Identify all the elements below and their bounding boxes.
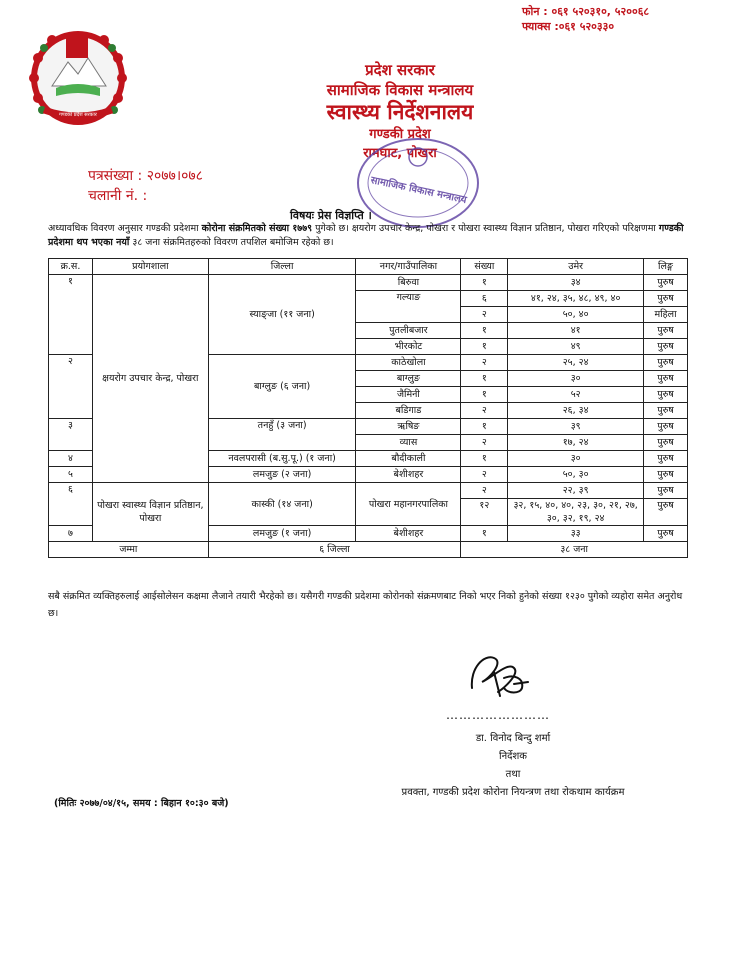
intro-bold-new: गण्डकी प्रदेशमा थप भएका नयाँ <box>48 223 684 248</box>
table-row <box>49 275 688 291</box>
district-cell: स्याङ्जा (११ जना) <box>208 275 356 355</box>
count-cell: १ <box>461 275 508 291</box>
header-municipality: नगर/गाउँपालिका <box>356 259 461 275</box>
reference-block <box>88 166 203 206</box>
gender-cell: पुरुष <box>644 291 688 307</box>
age-cell: ३४ <box>508 275 644 291</box>
age-cell: ५०, ३० <box>508 467 644 483</box>
count-cell: १ <box>461 371 508 387</box>
government-emblem-logo <box>22 28 134 128</box>
gender-cell: पुरुष <box>644 355 688 371</box>
municipality-cell: ऋषिङ <box>356 419 461 435</box>
age-cell: २६, ३४ <box>508 403 644 419</box>
age-cell: ३९ <box>508 419 644 435</box>
intro-text-3: ३८ जना संक्रमितहरुको विवरण तपशिल बमोजिम रहेको छ। <box>129 237 334 248</box>
letterhead-government: प्रदेश सरकार <box>365 61 435 79</box>
municipality-cell: बेशीशहर <box>356 526 461 542</box>
table-row <box>49 483 688 499</box>
municipality-cell: बडिगाड <box>356 403 461 419</box>
municipality-cell: बौदीकाली <box>356 451 461 467</box>
district-cell: तनहुँ (३ जना) <box>208 419 356 451</box>
contact-info <box>522 4 649 34</box>
serial-cell: २ <box>49 355 93 419</box>
letterhead-province: गण्डकी प्रदेश <box>369 127 431 142</box>
signer-and: तथा <box>505 769 521 780</box>
age-cell: ३० <box>508 371 644 387</box>
age-cell: २२, ३९ <box>508 483 644 499</box>
intro-text-2: पुगेको छ। क्षयरोग उपचार केन्द्र, पोखरा र पोखरा स्वास्थ्य विज्ञान प्रतिष्ठान, पोखरा गरिएको परिक्षणमा <box>312 223 659 234</box>
count-cell: १ <box>461 387 508 403</box>
age-cell: ४१, २४, ३५, ४८, ४९, ४० <box>508 291 644 307</box>
district-cell: लमजुङ (१ जना) <box>208 526 356 542</box>
header-district: जिल्ला <box>208 259 356 275</box>
district-cell: नवलपरासी (ब.सु.पू.) (१ जना) <box>208 451 356 467</box>
municipality-cell: बेशीशहर <box>356 467 461 483</box>
header-gender: लिङ्ग <box>644 259 688 275</box>
age-cell: ३२, १५, ४०, ४०, २३, ३०, २१, २७, ३०, ३२, १९, २४ <box>508 499 644 526</box>
header-serial: क्र.स. <box>49 259 93 275</box>
count-cell: २ <box>461 467 508 483</box>
signer-title: निर्देशक <box>499 751 527 762</box>
municipality-cell: पुतलीबजार <box>356 323 461 339</box>
gender-cell: पुरुष <box>644 435 688 451</box>
intro-text-1: अध्यावधिक विवरण अनुसार गण्डकी प्रदेशमा <box>48 223 202 234</box>
municipality-cell: गल्याङ <box>356 291 461 323</box>
gender-cell: पुरुष <box>644 339 688 355</box>
header-count: संख्या <box>461 259 508 275</box>
count-cell: ६ <box>461 291 508 307</box>
date-time: (मितिः २०७७/०४/१५, समय : बिहान १०:३० बजे) <box>54 798 229 809</box>
signer-role: प्रवक्ता, गण्डकी प्रदेश कोरोना नियन्त्रण तथा रोकथाम कार्यक्रम <box>401 787 625 798</box>
serial-cell: ६ <box>49 483 93 526</box>
gender-cell: पुरुष <box>644 403 688 419</box>
serial-cell: ५ <box>49 467 93 483</box>
age-cell: ५०, ४० <box>508 307 644 323</box>
age-cell: ३३ <box>508 526 644 542</box>
header-lab: प्रयोगशाला <box>92 259 208 275</box>
gender-cell: महिला <box>644 307 688 323</box>
lab-cell: पोखरा स्वास्थ्य विज्ञान प्रतिष्ठान, पोखरा <box>92 483 208 542</box>
age-cell: ४१ <box>508 323 644 339</box>
gender-cell: पुरुष <box>644 323 688 339</box>
emblem-motto: गण्डकी प्रदेश सरकार <box>59 112 97 118</box>
total-districts: ६ जिल्ला <box>208 542 461 558</box>
stamp-text: सामाजिक विकास मन्त्रालय <box>369 175 468 207</box>
gender-cell: पुरुष <box>644 483 688 499</box>
count-cell: २ <box>461 355 508 371</box>
age-cell: ३० <box>508 451 644 467</box>
gender-cell: पुरुष <box>644 371 688 387</box>
gender-cell: पुरुष <box>644 387 688 403</box>
closing-paragraph: सबै संक्रमित व्यक्तिहरुलाई आईसोलेसन कक्षमा लैजाने तयारी भैरहेको छ। यसैगरी गण्डकी प्रदेशमा कोरोनको संक्रमणबाट निको भएर निको हुनेको संख्या १२३० पुगेको व्यहोरा समेत अनुरोध छ। <box>48 591 683 619</box>
intro-bold-total: कोरोना संक्रमितको संख्या १७७९ <box>201 223 313 234</box>
signer-name: डा. विनोद बिन्दु शर्मा <box>475 733 551 744</box>
gender-cell: पुरुष <box>644 467 688 483</box>
count-cell: १ <box>461 526 508 542</box>
serial-cell: १ <box>49 275 93 355</box>
gender-cell: पुरुष <box>644 526 688 542</box>
municipality-cell: बिरुवा <box>356 275 461 291</box>
case-details-table <box>48 258 688 558</box>
age-cell: २५, २४ <box>508 355 644 371</box>
count-cell: १ <box>461 451 508 467</box>
header-age: उमेर <box>508 259 644 275</box>
signature-line: …………………… <box>446 708 550 722</box>
municipality-cell: भीरकोट <box>356 339 461 355</box>
letterhead-ministry: सामाजिक विकास मन्त्रालय <box>326 81 474 99</box>
table-total-row <box>49 542 688 558</box>
fax-number: फ्याक्स :०६१ ५२०३३० <box>522 20 615 33</box>
district-cell: बाग्लुङ (६ जना) <box>208 355 356 419</box>
phone-number: फोन : ०६१ ५२०३१०, ५२००६८ <box>522 5 650 18</box>
municipality-cell: जैमिनी <box>356 387 461 403</box>
count-cell: १ <box>461 419 508 435</box>
letterhead-directorate: स्वास्थ्य निर्देशनालय <box>326 100 474 124</box>
count-cell: १ <box>461 323 508 339</box>
district-cell: लमजुङ (२ जना) <box>208 467 356 483</box>
gender-cell: पुरुष <box>644 499 688 526</box>
municipality-cell: काठेखोला <box>356 355 461 371</box>
total-label: जम्मा <box>49 542 209 558</box>
letterhead-address: रामघाट, पोखरा <box>363 146 437 161</box>
handwritten-signature <box>464 648 534 700</box>
count-cell: २ <box>461 435 508 451</box>
age-cell: १७, २४ <box>508 435 644 451</box>
lab-cell: क्षयरोग उपचार केन्द्र, पोखरा <box>92 275 208 483</box>
total-persons: ३८ जना <box>461 542 688 558</box>
intro-paragraph <box>48 222 688 250</box>
table-header-row <box>49 259 688 275</box>
municipality-cell: व्यास <box>356 435 461 451</box>
gender-cell: पुरुष <box>644 275 688 291</box>
count-cell: १ <box>461 339 508 355</box>
count-cell: २ <box>461 483 508 499</box>
gender-cell: पुरुष <box>644 451 688 467</box>
age-cell: ४९ <box>508 339 644 355</box>
serial-cell: ३ <box>49 419 93 451</box>
count-cell: २ <box>461 307 508 323</box>
subject-line: विषयः प्रेस विज्ञप्ति । <box>290 209 372 222</box>
signer-block <box>378 730 648 802</box>
district-cell: कास्की (१४ जना) <box>208 483 356 526</box>
gender-cell: पुरुष <box>644 419 688 435</box>
serial-cell: ७ <box>49 526 93 542</box>
municipality-cell: बाग्लुङ <box>356 371 461 387</box>
age-cell: ५२ <box>508 387 644 403</box>
dispatch-number: चलानी नं. : <box>88 188 148 204</box>
count-cell: २ <box>461 403 508 419</box>
municipality-cell: पोखरा महानगरपालिका <box>356 483 461 526</box>
serial-cell: ४ <box>49 451 93 467</box>
count-cell: १२ <box>461 499 508 526</box>
letter-number: पत्रसंख्या : २०७७।०७८ <box>88 168 203 184</box>
